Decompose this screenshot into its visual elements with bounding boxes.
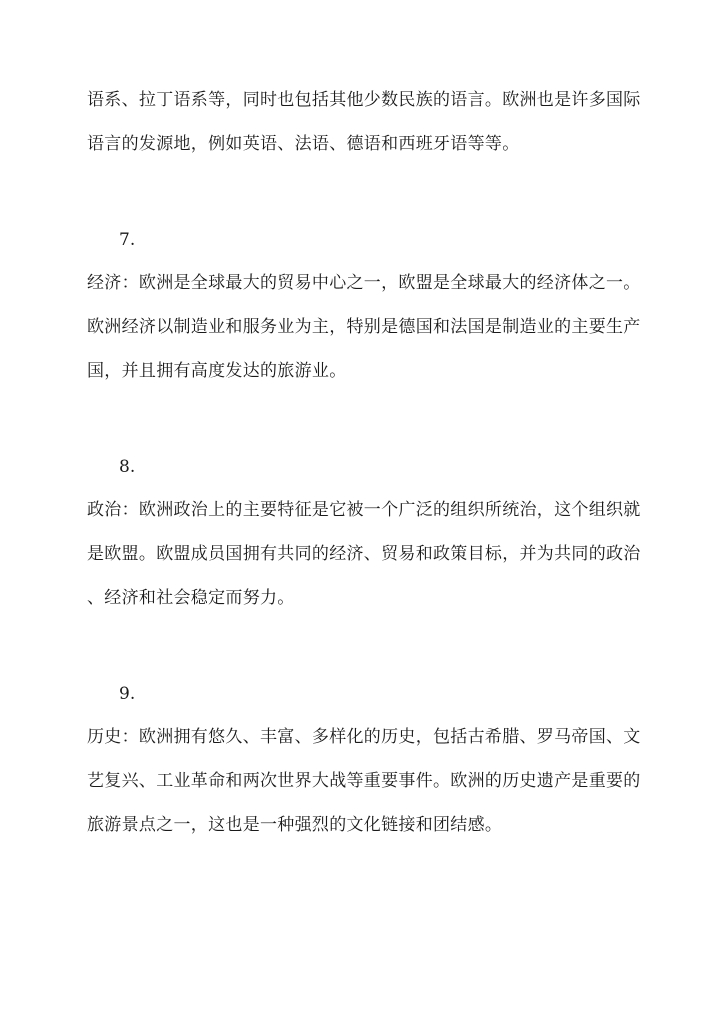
section-8-line-2: 是欧盟。欧盟成员国拥有共同的经济、贸易和政策目标，并为共同的政治 [87,544,641,564]
section-8-line-3: 、经济和社会稳定而努力。 [87,588,295,608]
section-7-line-2: 欧洲经济以制造业和服务业为主，特别是德国和法国是制造业的主要生产 [87,317,641,337]
section-number-8: 8. [119,457,136,477]
section-number-7: 7. [119,230,136,250]
section-7-line-3: 国，并且拥有高度发达的旅游业。 [87,361,347,381]
intro-line-2: 语言的发源地，例如英语、法语、德语和西班牙语等等。 [87,134,520,154]
section-8-line-1: 政治：欧洲政治上的主要特征是它被一个广泛的组织所统治，这个组织就 [87,500,641,520]
section-9-line-3: 旅游景点之一，这也是一种强烈的文化链接和团结感。 [87,815,503,835]
section-7-line-1: 经济：欧洲是全球最大的贸易中心之一，欧盟是全球最大的经济体之一。 [87,273,641,293]
intro-line-1: 语系、拉丁语系等，同时也包括其他少数民族的语言。欧洲也是许多国际 [87,90,641,110]
section-9-line-1: 历史：欧洲拥有悠久、丰富、多样化的历史，包括古希腊、罗马帝国、文 [87,727,641,747]
section-number-9: 9. [119,684,136,704]
section-9-line-2: 艺复兴、工业革命和两次世界大战等重要事件。欧洲的历史遗产是重要的 [87,771,641,791]
